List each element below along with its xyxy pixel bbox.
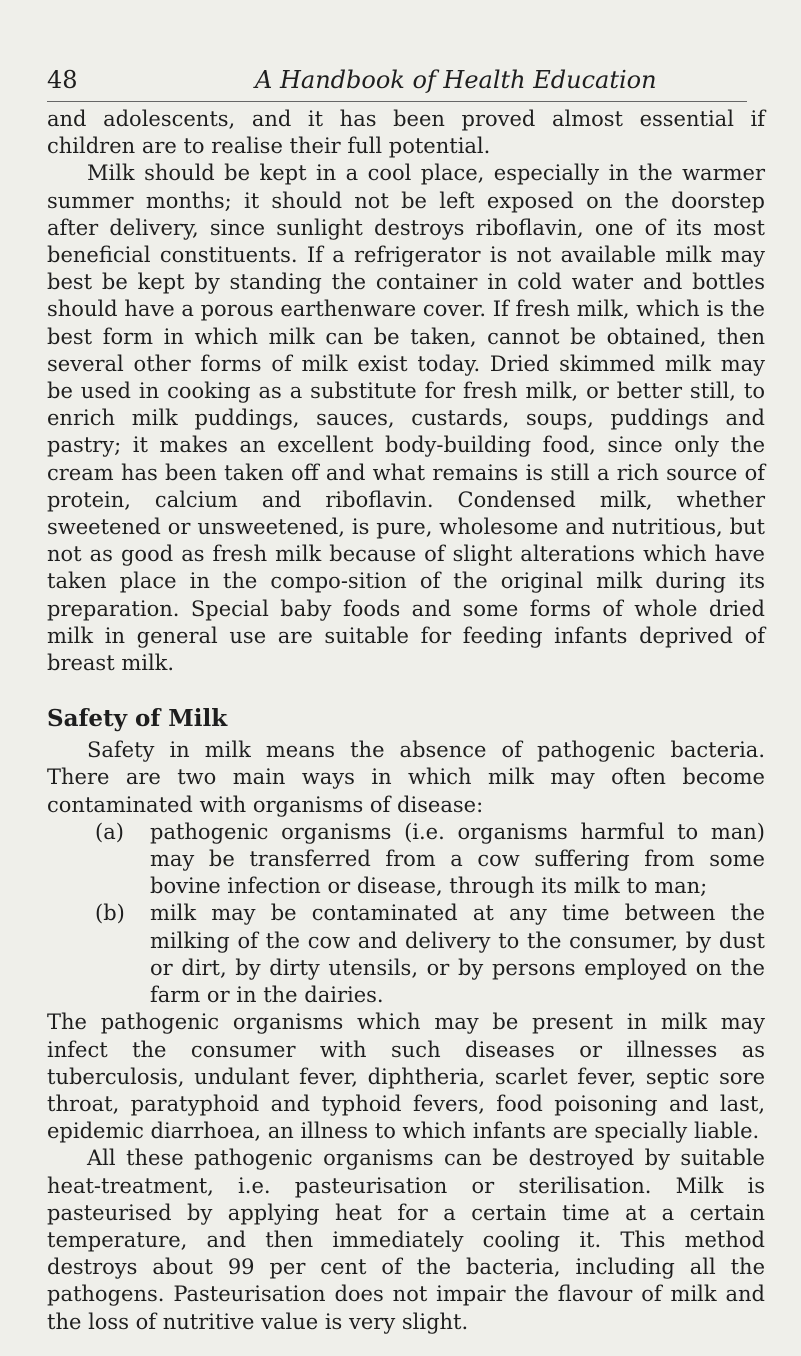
list-item bbox=[47, 900, 765, 1009]
page-number: 48 bbox=[47, 66, 78, 94]
list-marker: (a) bbox=[95, 819, 124, 844]
running-head bbox=[47, 60, 747, 100]
list-item-text: pathogenic organisms (i.e. organisms harmful to man) may be transferred from a cow suffering from some bovine infection or disease, through its milk to man; bbox=[150, 819, 765, 899]
section-heading-text: Safety of Milk bbox=[47, 705, 228, 733]
list-item-text: milk may be contaminated at any time between the milking of the cow and delivery to the consumer, by dust or dirt, by dirty utensils, or by persons employed on the farm or in the dairies. bbox=[150, 901, 765, 1008]
list-item bbox=[47, 819, 765, 901]
book-title: A Handbook of Health Education bbox=[255, 66, 657, 94]
section-heading bbox=[47, 702, 765, 736]
paragraph-continued: and adolescents, and it has been proved almost essential if children are to realise their full potential. bbox=[47, 107, 765, 159]
paragraph-diseases: The pathogenic organisms which may be present in milk may infect the consumer with such diseases or illnesses as tuberculosis, undulant fever, diphtheria, scarlet fever, septic sore throat, paratyphoid and typhoid fevers, food poisoning and last, epidemic diarrhoea, an illness to which infants are specially liable. bbox=[47, 1010, 765, 1144]
body-text bbox=[47, 106, 765, 1336]
paragraph-safety-intro: Safety in milk means the absence of pathogenic bacteria. There are two main ways in which milk may often become contaminated with organisms of disease: bbox=[47, 738, 765, 817]
header-rule bbox=[47, 101, 747, 102]
list-marker: (b) bbox=[95, 901, 125, 926]
paragraph-pasteurisation: All these pathogenic organisms can be destroyed by suitable heat-treatment, i.e. pasteurisation or sterilisation. Milk is pasteurised by applying heat for a certain time at a certain temperature, and then immediately cooling it. This method destroys about 99 per cent of the bacteria, including all the pathogens. Pasteurisation does not impair the flavour of milk and the loss of nutritive value is very slight. bbox=[47, 1146, 765, 1334]
paragraph-milk-storage: Milk should be kept in a cool place, especially in the warmer summer months; it should not be left exposed on the doorstep after delivery, since sunlight destroys riboflavin, one of its most beneficial constituents. If a refrigerator is not available milk may best be kept by standing the container in cold water and bottles should have a porous earthenware cover. If fresh milk, which is the best form in which milk can be taken, cannot be obtained, then several other forms of milk exist today. Dried skimmed milk may be used in cooking as a substitute for fresh milk, or better still, to enrich milk puddings, sauces, custards, soups, puddings and pastry; it makes an excellent body-building food, since only the cream has been taken off and what remains is still a rich source of protein, calcium and riboflavin. Condensed milk, whether sweetened or unsweetened, is pure, wholesome and nutritious, but not as good as fresh milk because of slight alterations which have taken place in the compo-sition of the original milk during its preparation. Special baby foods and some forms of whole dried milk in general use are suitable for feeding infants deprived of breast milk. bbox=[47, 161, 765, 676]
